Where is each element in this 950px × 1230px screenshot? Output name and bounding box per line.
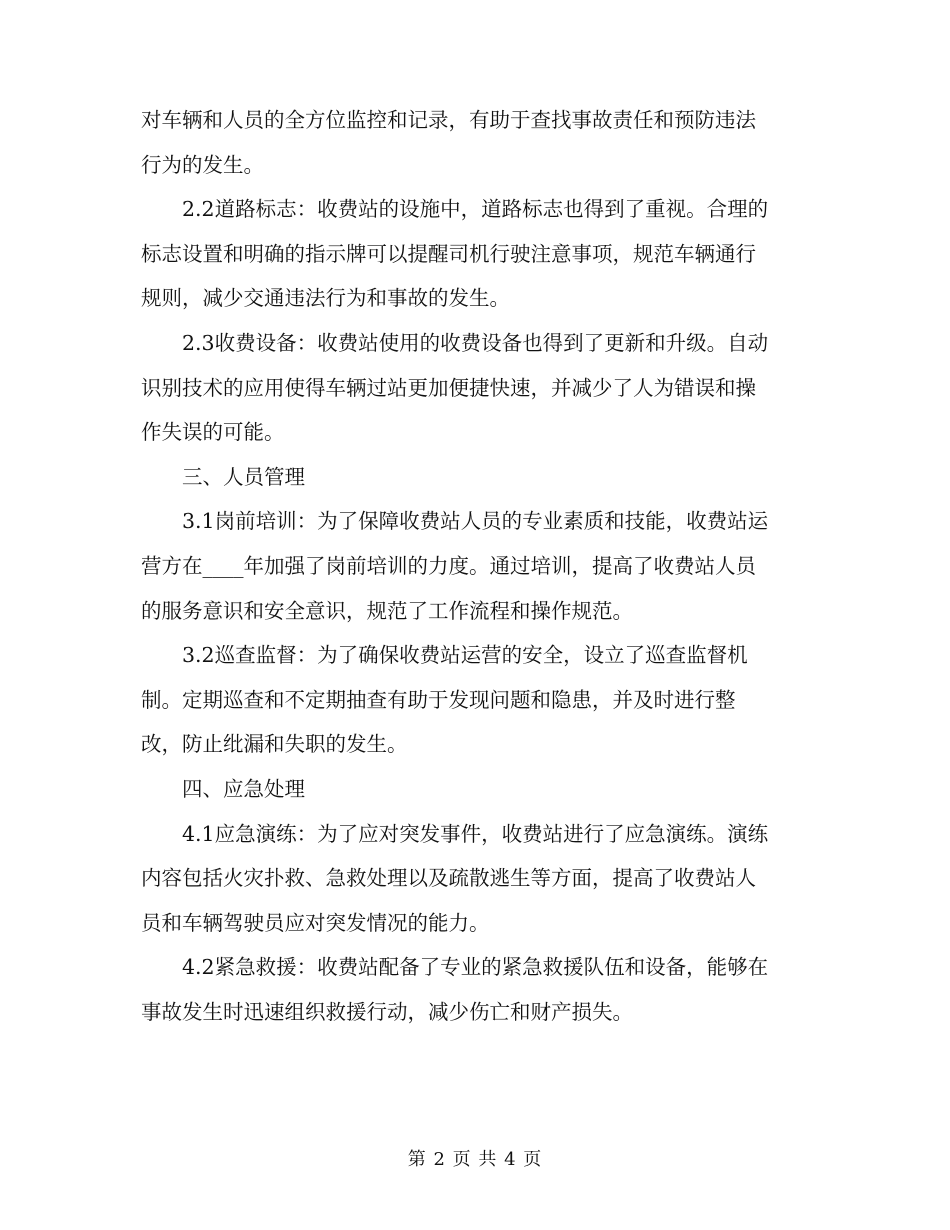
text-line: 标志设置和明确的指示牌可以提醒司机行驶注意事项，规范车辆通行 [141,241,756,266]
paragraph-emergency-drill [141,812,811,946]
text-line: 2.2道路标志：收费站的设施中，道路标志也得到了重视。合理的 [141,197,769,222]
text-line: 识别技术的应用使得车辆过站更加便捷快速，并减少了人为错误和操 [141,375,756,400]
text-line: 事故发生时迅速组织救援行动，减少伤亡和财产损失。 [141,999,633,1024]
section-heading-text: 四、应急处理 [141,776,305,801]
text-line: 2.3收费设备：收费站使用的收费设备也得到了更新和升级。自动 [141,330,769,355]
paragraph-patrol-supervision [141,633,811,767]
section-heading-emergency-handling [141,767,811,812]
text-line: 对车辆和人员的全方位监控和记录，有助于查找事故责任和预防违法 [141,108,756,132]
text-line: 4.1应急演练：为了应对突发事件，收费站进行了应急演练。演练 [141,821,769,846]
text-line: 行为的发生。 [141,152,264,177]
text-line: 作失误的可能。 [141,420,285,445]
document-body [141,98,811,1034]
paragraph-road-signs [141,187,811,321]
section-heading-personnel-management [141,455,811,500]
paragraph-pre-job-training [141,499,811,633]
text-line: 营方在____年加强了岗前培训的力度。通过培训，提高了收费站人员 [141,553,756,578]
text-line: 员和车辆驾驶员应对突发情况的能力。 [141,910,490,935]
text-line: 的服务意识和安全意识，规范了工作流程和操作规范。 [141,598,633,623]
text-line: 3.1岗前培训：为了保障收费站人员的专业素质和技能，收费站运 [141,509,769,534]
section-heading-text: 三、人员管理 [141,464,305,489]
text-line: 3.2巡查监督：为了确保收费站运营的安全，设立了巡查监督机 [141,643,748,668]
paragraph-continued-monitoring [141,98,811,187]
text-line: 规则，减少交通违法行为和事故的发生。 [141,286,510,311]
text-line: 内容包括火灾扑救、急救处理以及疏散逃生等方面，提高了收费站人 [141,866,756,891]
text-line: 改，防止纰漏和失职的发生。 [141,732,408,757]
page-number-footer: 第 2 页 共 4 页 [407,1149,543,1170]
paragraph-toll-equipment [141,321,811,455]
text-line: 制。定期巡查和不定期抽查有助于发现问题和隐患，并及时进行整 [141,687,736,712]
text-line: 4.2紧急救援：收费站配备了专业的紧急救援队伍和设备，能够在 [141,955,769,980]
paragraph-emergency-rescue [141,945,811,1034]
